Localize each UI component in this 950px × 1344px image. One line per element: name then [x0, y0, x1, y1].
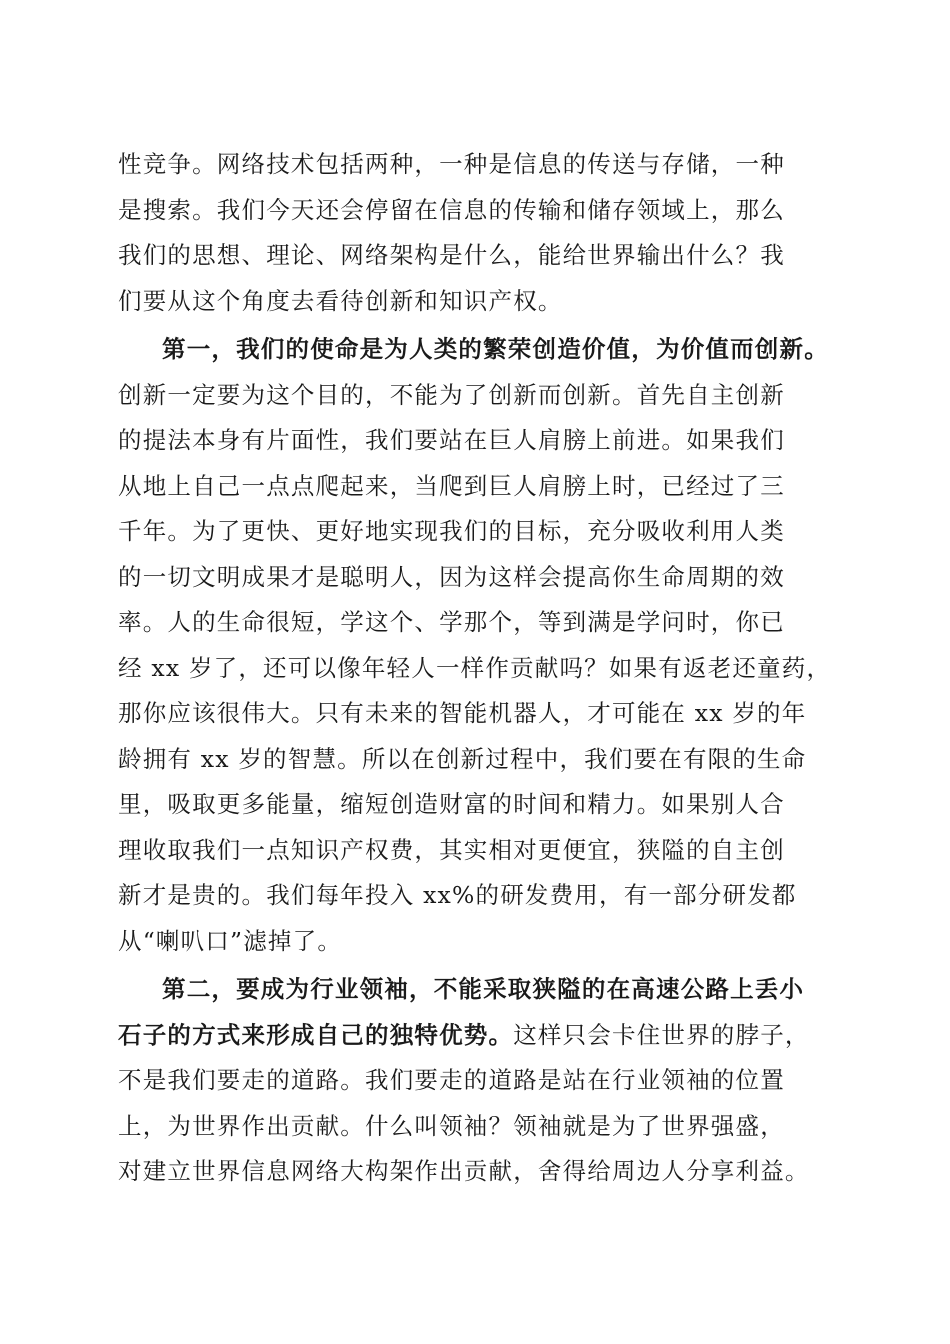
- paragraph-heading: 第一，我们的使命是为人类的繁荣创造价值，为价值而创新。: [162, 335, 829, 363]
- text-line: 对建立世界信息网络大构架作出贡献，舍得给周边人分享利益。: [118, 1157, 810, 1185]
- text-line: 是搜索。我们今天还会停留在信息的传输和储存领域上，那么: [118, 195, 785, 224]
- text-line: 从“喇叭口”滤掉了。: [118, 926, 343, 955]
- text-line: 那你应该很伟大。只有未来的智能机器人，才可能在 xx 岁的年: [118, 699, 807, 727]
- text-line: 不是我们要走的道路。我们要走的道路是站在行业领袖的位置: [118, 1066, 785, 1094]
- text-line: 们要从这个角度去看待创新和知识产权。: [118, 286, 563, 315]
- text-line: 理收取我们一点知识产权费，其实相对更便宜，狭隘的自主创: [118, 835, 785, 864]
- text-line: 性竞争。网络技术包括两种，一种是信息的传送与存储，一种: [118, 150, 785, 178]
- text-line: 创新一定要为这个目的，不能为了创新而创新。首先自主创新: [118, 380, 785, 409]
- text-line: 的一切文明成果才是聪明人，因为这样会提高你生命周期的效: [118, 562, 785, 591]
- paragraph-1: [118, 142, 840, 324]
- heading-continuation: 石子的方式来形成自己的独特优势。: [118, 1020, 514, 1049]
- paragraph-2: [118, 327, 840, 964]
- text-line: 从地上自己一点点爬起来，当爬到巨人肩膀上时，已经过了三: [118, 471, 785, 500]
- text-line: 经 xx 岁了，还可以像年轻人一样作贡献吗？如果有返老还童药，: [118, 653, 832, 682]
- text-span: 这样只会卡住世界的脖子，: [513, 1020, 810, 1049]
- text-line: 的提法本身有片面性，我们要站在巨人肩膀上前进。如果我们: [118, 426, 785, 454]
- text-line: 千年。为了更快、更好地实现我们的目标，充分吸收利用人类: [118, 517, 785, 545]
- text-line: 我们的思想、理论、网络架构是什么，能给世界输出什么？我: [118, 241, 785, 269]
- text-line-mixed: [118, 1013, 840, 1059]
- text-line: 里，吸取更多能量，缩短创造财富的时间和精力。如果别人合: [118, 790, 785, 818]
- text-line: 上，为世界作出贡献。什么叫领袖？领袖就是为了世界强盛，: [118, 1111, 785, 1140]
- document-page: [118, 142, 840, 1195]
- text-line: 率。人的生命很短，学这个、学那个，等到满是学问时，你已: [118, 608, 785, 636]
- paragraph-3: [118, 967, 840, 1195]
- text-line: 龄拥有 xx 岁的智慧。所以在创新过程中，我们要在有限的生命: [118, 744, 807, 773]
- text-line: 新才是贵的。我们每年投入 xx%的研发费用，有一部分研发都: [118, 881, 797, 909]
- paragraph-heading: 第二，要成为行业领袖，不能采取狭隘的在高速公路上丢小: [162, 975, 805, 1003]
